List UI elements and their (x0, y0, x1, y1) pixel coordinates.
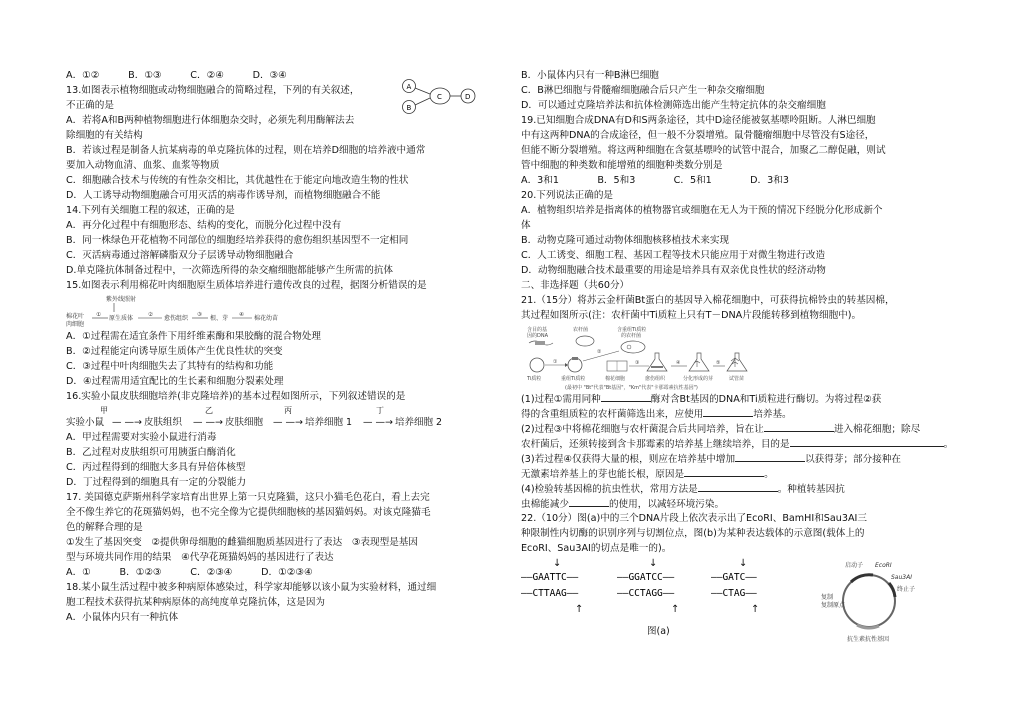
transgenic-cotton-diagram (525, 323, 825, 391)
question-18: 18.某小鼠生活过程中被多种病原体感染过，科学家却能够以该小鼠为实验材料，通过细 胞工程技术获得抗某种病原体的高纯度单克隆抗体，这是因为 A．小鼠体内只有一种抗体 (66, 582, 437, 623)
leaf-label: 棉花叶 (66, 313, 85, 320)
svg-text:↓: ↓ (553, 558, 562, 569)
svg-text:含重组Ti质粒: 含重组Ti质粒 (617, 327, 647, 333)
question-13: 13.如图表示植物细胞或动物细胞融合的简略过程，下列的有关叙述， 不正确的是 A．若将A和B两种植物细胞进行体细胞杂交时，必须先利用酶解法去 除细胞的有关结构 B．若该过程是制备人抗某病毒的单克隆抗体的过程，则在培养D细胞的培养液中通常 要加入动物血清、血浆、血浆等物质 C．细胞融合技术与传统的有性杂交相比，其优越性在于能定向地改造生物的性状 D．人工诱导动物细胞融合可用灭活的病毒作诱导剂，而植物细胞融合不能 A B C D (66, 83, 486, 203)
svg-text:丁: 丁 (376, 406, 384, 415)
q21-part2-line2: 农杆菌后，还须转接到含卡那霉素的培养基上继续培养，目的是 。 (521, 436, 961, 451)
q21-part2-line1: (2)过程③中将棉花细胞与农杆菌混合后共同培养，旨在让 进入棉花细胞；除尽 (521, 421, 961, 436)
seedling-label: 棉花幼苗 (254, 315, 279, 322)
svg-text:因的DNA: 因的DNA (527, 333, 549, 339)
question-16: 16.实验小鼠皮肤细胞培养(非克隆培养)的基本过程如图所示，下列叙述错误的是 甲 乙 丙 丁 实验小鼠 — —→ 皮肤组织 — —→ 皮肤细胞 — —→ 培养细胞 1 — —→ 培养细胞 2 A．甲过程需要对实验小鼠进行消毒 B．乙过程对皮肤组织可用胰蛋白酶消化 C．丙过程得到的细胞大多具有异倍体核型 D．丁过程得到的细胞具有一定的分裂能力 (66, 389, 486, 490)
sau3ai-bottom: ——CTAG—— (711, 588, 757, 599)
svg-text:EcoRⅠ: EcoRⅠ (875, 562, 892, 569)
svg-text:含目的基: 含目的基 (527, 327, 548, 333)
svg-text:培养细胞 2: 培养细胞 2 (395, 417, 443, 428)
svg-text:— —→: — —→ (363, 417, 393, 428)
svg-text:↑: ↑ (751, 604, 760, 615)
question-20: 20.下列说法正确的是 A．植物组织培养是指离体的植物器官或细胞在无人为干预的情况下经脱分化形成新个 体 B．动物克隆可通过动物体细胞核移植技术来实现 C．人工诱变、细胞工程、基因工程等技术只能应用于对微生物进行改造 D．动物细胞融合技术最重要的用途是培养具有双亲优良性状的经济动物 (521, 190, 883, 276)
svg-text:复制原点: 复制原点 (821, 602, 846, 609)
svg-text:丙: 丙 (284, 406, 292, 415)
question-22: 22.（10分）图(a)中的三个DNA片段上依次表示出了EcoRⅠ、BamHⅠ和Sau3AⅠ三 种限制性内切酶的识别序列与切割位点，图(b)为某种表达载体的示意图(载体上的 EcoRⅠ、Sau3AⅠ的切点是唯一的)。 ↓ ↓ ↓ ——GAATTC—— ——CTTAAG—— ——GGATCC—— ——CCTAGG—— ——GATC—— ——CTAG—— ↑ ↑ ↑ 图(a) 启动子 EcoRⅠ Sau3AⅠ 终止子 复制 复制原点 抗生素抗性基因 (521, 511, 961, 640)
answer-blank[interactable] (735, 451, 805, 462)
q21-part4-line2: 虫棉能减少 的使用，以减轻环境污染。 (521, 496, 961, 511)
label-a: A (406, 83, 412, 91)
svg-text:↑: ↑ (671, 604, 680, 615)
svg-text:Ti质粒: Ti质粒 (527, 376, 542, 382)
sau3ai-top: ——GATC—— (711, 572, 757, 583)
svg-text:分化形成的芽: 分化形成的芽 (683, 376, 714, 382)
q21-part3-line2: 无激素培养基上的芽也能长根，原因是 。 (521, 466, 961, 481)
figure-a-caption: 图(a) (647, 626, 670, 637)
svg-text:③: ③ (197, 312, 202, 318)
cell-fusion-diagram (402, 77, 478, 115)
question-17: 17. 美国德克萨斯州科学家培育出世界上第一只克隆猫，这只小猫毛色花白，看上去完 全不像生养它的花斑猫妈妈，也不完全像为它提供细胞核的基因猫妈妈。对该克隆猫毛 色的解释合理的是 ①发生了基因突变 ②提供卵母细胞的雌猫细胞质基因进行了表达 ③表现型是基因 型与环境共同作用的结果 ④代孕花斑猫妈妈的基因进行了表达 A．① B．①②③ C．②③④ D．①②③④ (66, 492, 431, 578)
svg-text:启动子: 启动子 (845, 562, 864, 569)
svg-text:②: ② (148, 312, 153, 318)
answer-blank[interactable] (790, 436, 944, 447)
q21-part3-line1: (3)若过程④仅获得大量的根，则应在培养基中增加 以获得芽；部分接种在 (521, 451, 961, 466)
question-14: 14.下列有关细胞工程的叙述，正确的是 A．再分化过程中有细胞形态、结构的变化，而脱分化过程中没有 B．同一株绿色开花植物不同部位的细胞经培养获得的愈伤组织基因型不一定相同 C．灭活病毒通过溶解磷脂双分子层诱导动物细胞融合 D.单克隆抗体制备过程中，一次筛选所得的杂交瘤细胞都能够产生所需的抗体 (66, 205, 409, 276)
figure-note: (最初中 "Bt"代表"Bt基因"，"Km"代表"卡那霉素抗性基因") (565, 385, 698, 391)
svg-text:复制: 复制 (821, 594, 834, 601)
svg-text:①: ① (553, 359, 558, 365)
q21-part1-line1: (1)过程①需用同种 酶对含Bt基因的DNA和Ti质粒进行酶切。为将过程②获 (521, 391, 961, 406)
answer-blank[interactable] (684, 466, 764, 477)
label-c: C (437, 93, 442, 101)
svg-text:— —→: — —→ (273, 417, 303, 428)
q12-options: A．①② B．①③ C．②④ D．③④ (66, 70, 287, 81)
section-heading: 二、非选择题（共60分） (521, 280, 630, 291)
right-column (521, 68, 961, 643)
svg-text:棉花细胞: 棉花细胞 (605, 376, 626, 382)
callus-label: 愈伤组织 (164, 315, 189, 322)
root-label: 根、芽 (210, 315, 229, 322)
restriction-sites-figure (521, 556, 811, 640)
svg-text:— —→: — —→ (193, 417, 223, 428)
protoplast-label: 原生质体 (109, 315, 134, 322)
question-21: 21.（15分）将苏云金杆菌Bt蛋白的基因导入棉花细胞中，可获得抗棉铃虫的转基因棉， 其过程如图所示(注：农杆菌中Ti质粒上只有T－DNA片段能转移到植物细胞中)。 含目的基 因的DNA 农杆菌 含重组Ti质粒 的农杆菌 ① ② ③ ④ ⑤ Ti质粒 重组Ti质粒 棉花细胞 愈伤组织 分化形成的芽 试管苗 (最初中 "Bt"代表"Bt基因"，"Km"代表"卡那霉素抗性基因") (1)过程①需用同种 酶对含Bt基因的DNA和Ti质粒进行酶切。为将过程②获 得的含重组质粒的农杆菌筛选出来，应使用 培养基。 (2)过程③中将棉花细胞与农杆菌混合后共同培养，旨在让 进入棉花细胞；除尽 农杆菌后，还须转接到含卡那霉素的培养基上继续培养，目的是 。 (3)若过程④仅获得大量的根，则应在培养基中增加 以获得芽；部分接种在 无激素培养基上的芽也能长根，原因是 。 (4)检验转基因棉的抗虫性状，常用方法是 。种植转基因抗 虫棉能减少 的使用，以减轻环境污染。 (521, 293, 961, 511)
svg-text:↑: ↑ (575, 604, 584, 615)
left-column (66, 68, 486, 625)
question-19: 19.已知细胞合成DNA有D和S两条途径，其中D途径能被氨基嘌呤阻断。人淋巴细胞 中有这两种DNA的合成途径，但一般不分裂增殖。鼠骨髓瘤细胞中尽管没有S途径， 但能不断分裂增殖。将这两种细胞在含氨基嘌呤的试管中混合，加聚乙二醇促融，则试 管中细胞的种类数和能增殖的细胞种类数分别是 A．3和1 B．5和3 C．5和1 D．3和3 (521, 115, 886, 186)
expression-vector-figure (811, 557, 921, 647)
svg-text:②: ② (597, 349, 602, 355)
svg-text:④: ④ (239, 312, 244, 318)
leaf-label-2: 肉细胞 (66, 321, 85, 328)
question-15: 15.如图表示利用棉花叶肉细胞原生质体培养进行遗传改良的过程，据图分析错误的是 紫外线照射 棉花叶 肉细胞 ① 原生质体 ② 愈伤组织 ③ 根、芽 ④ 棉花幼苗 A．①过程需在适宜条件下用纤维素酶和果胶酶的混合物处理 B．②过程能定向诱导原生质体产生优良性状的突变 C．③过程中叶肉细胞失去了其特有的结构和功能 D．④过程需用适宜配比的生长素和细胞分裂素处理 (66, 278, 486, 389)
ecori-bottom: ——CTTAAG—— (521, 588, 579, 599)
svg-text:Sau3AⅠ: Sau3AⅠ (891, 574, 912, 581)
question-18-cont: B．小鼠体内只有一种B淋巴细胞 C．B淋巴细胞与骨髓瘤细胞融合后只产生一种杂交瘤细胞 D．可以通过克隆培养法和抗体检测筛选出能产生特定抗体的杂交瘤细胞 (521, 70, 826, 111)
answer-blank[interactable] (764, 421, 834, 432)
answer-blank[interactable] (569, 496, 609, 507)
svg-text:农杆菌: 农杆菌 (573, 327, 589, 333)
svg-text:试管苗: 试管苗 (729, 376, 745, 382)
svg-text:甲: 甲 (100, 406, 108, 415)
svg-text:终止子: 终止子 (897, 586, 916, 593)
svg-text:③: ③ (635, 360, 640, 366)
uv-label: 紫外线照射 (106, 296, 137, 303)
ecori-top: ——GAATTC—— (521, 572, 579, 583)
q21-part1-line2: 得的含重组质粒的农杆菌筛选出来，应使用 培养基。 (521, 406, 961, 421)
svg-text:皮肤组织: 皮肤组织 (144, 417, 183, 428)
svg-text:实验小鼠: 实验小鼠 (66, 417, 105, 428)
label-b: B (406, 104, 412, 112)
svg-text:愈伤组织: 愈伤组织 (645, 376, 666, 382)
svg-text:⑤: ⑤ (716, 360, 721, 366)
answer-blank[interactable] (601, 391, 651, 402)
svg-text:①: ① (96, 312, 101, 318)
answer-blank[interactable] (698, 481, 778, 492)
svg-text:↓: ↓ (649, 558, 658, 569)
q21-part4-line1: (4)检验转基因棉的抗虫性状，常用方法是 。种植转基因抗 (521, 481, 961, 496)
svg-text:培养细胞 1: 培养细胞 1 (305, 417, 353, 428)
svg-text:抗生素抗性基因: 抗生素抗性基因 (847, 636, 890, 643)
svg-text:↓: ↓ (739, 558, 748, 569)
svg-text:皮肤细胞: 皮肤细胞 (225, 417, 264, 428)
mouse-culture-flow (66, 404, 486, 430)
svg-text:乙: 乙 (205, 406, 213, 415)
cotton-culture-diagram (66, 293, 486, 329)
bamhi-top: ——GGATCC—— (617, 572, 675, 583)
label-d: D (465, 93, 471, 101)
svg-text:④: ④ (676, 360, 681, 366)
svg-text:— —→: — —→ (112, 417, 142, 428)
svg-text:重组Ti质粒: 重组Ti质粒 (561, 376, 586, 382)
svg-text:的农杆菌: 的农杆菌 (621, 333, 642, 339)
answer-blank[interactable] (703, 406, 753, 417)
bamhi-bottom: ——CCTAGG—— (617, 588, 675, 599)
